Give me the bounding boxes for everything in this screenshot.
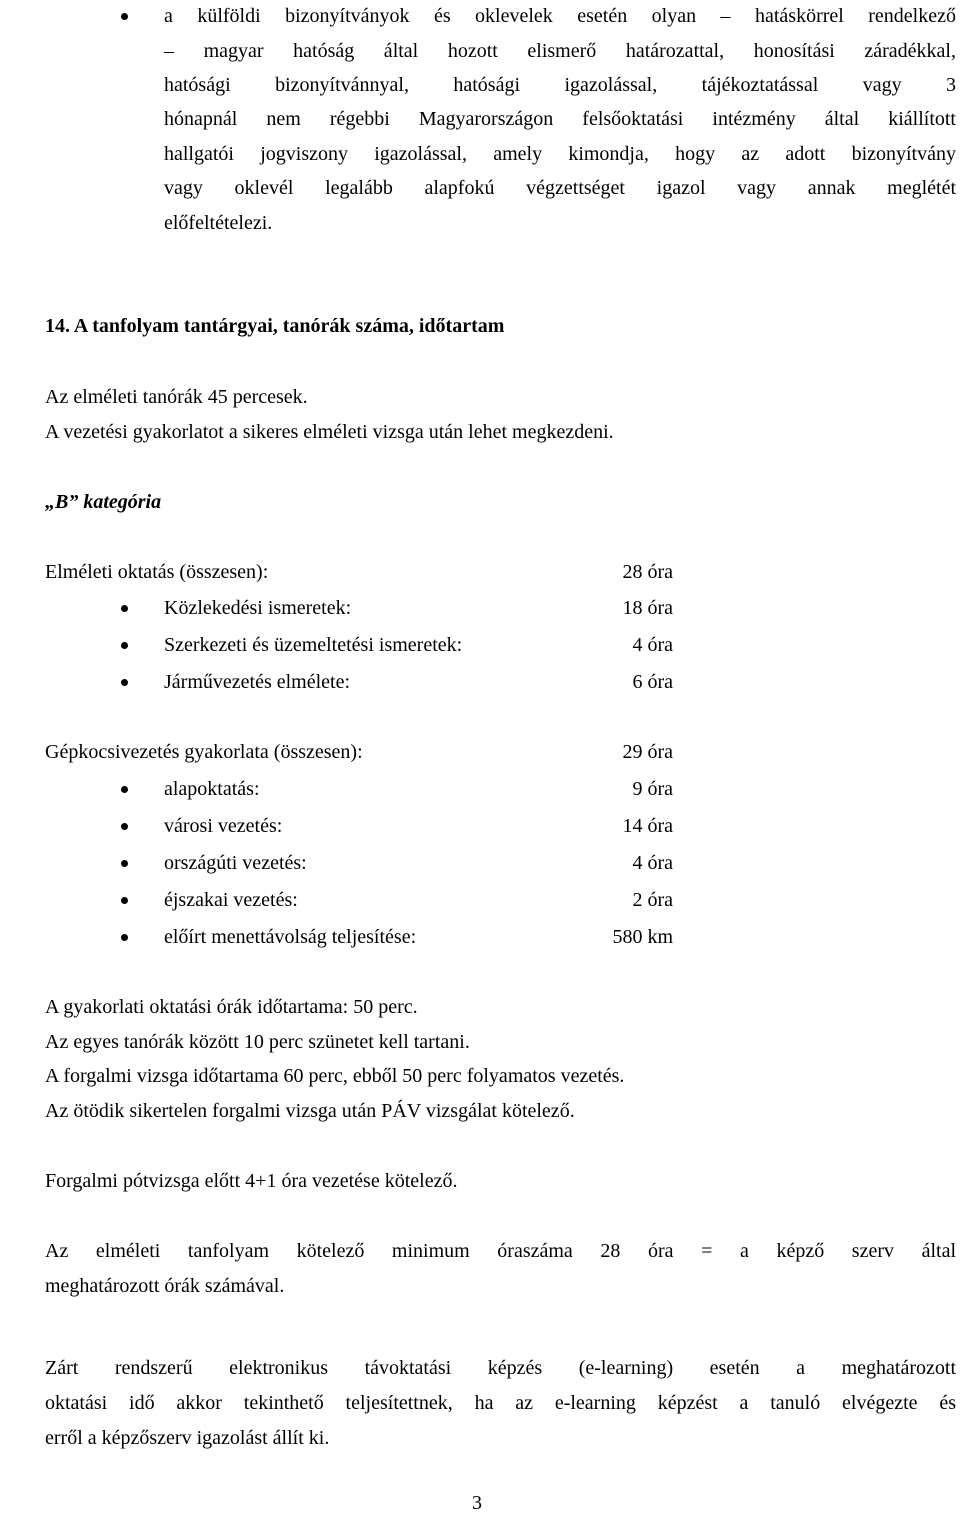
practice-item-hours: 2 óra	[632, 889, 673, 911]
practice-item-hours: 580 km	[612, 926, 673, 948]
page-number: 3	[472, 1492, 482, 1514]
retake-note: Forgalmi pótvizsga előtt 4+1 óra vezetése kötelező.	[45, 1170, 458, 1192]
section-intro-line: A vezetési gyakorlatot a sikeres elméleti vizsga után lehet megkezdeni.	[45, 421, 614, 443]
theory-item-hours: 4 óra	[632, 634, 673, 656]
intro-line: vagy oklevél legalább alapfokú végzettséget igazol vagy annak meglétét	[164, 177, 956, 199]
elearning-note-line: Zárt rendszerű elektronikus távoktatási képzés (e-learning) esetén a meghatározott	[45, 1357, 956, 1379]
theory-item-label: Járművezetés elmélete:	[164, 671, 351, 693]
bullet-icon	[121, 934, 128, 941]
elearning-note-line: erről a képzőszerv igazolást állít ki.	[45, 1427, 330, 1449]
practice-item-hours: 14 óra	[622, 815, 673, 837]
practice-item-hours: 9 óra	[632, 778, 673, 800]
bullet-icon	[121, 642, 128, 649]
note-line: A forgalmi vizsga időtartama 60 perc, ebből 50 perc folyamatos vezetés.	[45, 1065, 625, 1087]
section-title: 14. A tanfolyam tantárgyai, tanórák száma, időtartam	[45, 315, 505, 337]
note-line: A gyakorlati oktatási órák időtartama: 50 perc.	[45, 996, 418, 1018]
intro-line: – magyar hatóság által hozott elismerő határozattal, honosítási záradékkal,	[164, 40, 956, 62]
minimum-note-line: Az elméleti tanfolyam kötelező minimum óraszáma 28 óra = a képző szerv által	[45, 1240, 956, 1262]
bullet-icon	[121, 897, 128, 904]
intro-line: a külföldi bizonyítványok és oklevelek esetén olyan – hatáskörrel rendelkező	[164, 5, 956, 27]
note-line: Az ötödik sikertelen forgalmi vizsga után PÁV vizsgálat kötelező.	[45, 1100, 575, 1122]
theory-item-hours: 6 óra	[632, 671, 673, 693]
bullet-icon	[121, 605, 128, 612]
practice-label: Gépkocsivezetés gyakorlata (összesen):	[45, 741, 363, 763]
theory-item-label: Szerkezeti és üzemeltetési ismeretek:	[164, 634, 463, 656]
elearning-note-line: oktatási idő akkor tekinthető teljesítettnek, ha az e-learning képzést a tanuló elvégezte és	[45, 1392, 956, 1414]
theory-item-hours: 18 óra	[622, 597, 673, 619]
note-line: Az egyes tanórák között 10 perc szünetet kell tartani.	[45, 1031, 470, 1053]
intro-line: hallgatói jogviszony igazolással, amely kimondja, hogy az adott bizonyítvány	[164, 143, 956, 165]
bullet-icon	[121, 860, 128, 867]
category-title: „B” kategória	[45, 491, 162, 513]
intro-line: előfeltételezi.	[164, 212, 273, 234]
theory-total: 28 óra	[622, 561, 673, 583]
bullet-icon	[121, 786, 128, 793]
practice-item-label: alapoktatás:	[164, 778, 260, 800]
practice-total: 29 óra	[622, 741, 673, 763]
theory-item-label: Közlekedési ismeretek:	[164, 597, 352, 619]
bullet-icon	[121, 13, 128, 20]
theory-label: Elméleti oktatás (összesen):	[45, 561, 269, 583]
practice-item-label: előírt menettávolság teljesítése:	[164, 926, 417, 948]
intro-line: hatósági bizonyítvánnyal, hatósági igazolással, tájékoztatással vagy 3	[164, 74, 956, 96]
bullet-icon	[121, 679, 128, 686]
practice-item-label: városi vezetés:	[164, 815, 283, 837]
practice-item-label: éjszakai vezetés:	[164, 889, 298, 911]
bullet-icon	[121, 823, 128, 830]
practice-item-label: országúti vezetés:	[164, 852, 307, 874]
intro-line: hónapnál nem régebbi Magyarországon felsőoktatási intézmény által kiállított	[164, 108, 956, 130]
section-intro-line: Az elméleti tanórák 45 percesek.	[45, 386, 308, 408]
practice-item-hours: 4 óra	[632, 852, 673, 874]
minimum-note-line: meghatározott órák számával.	[45, 1275, 285, 1297]
